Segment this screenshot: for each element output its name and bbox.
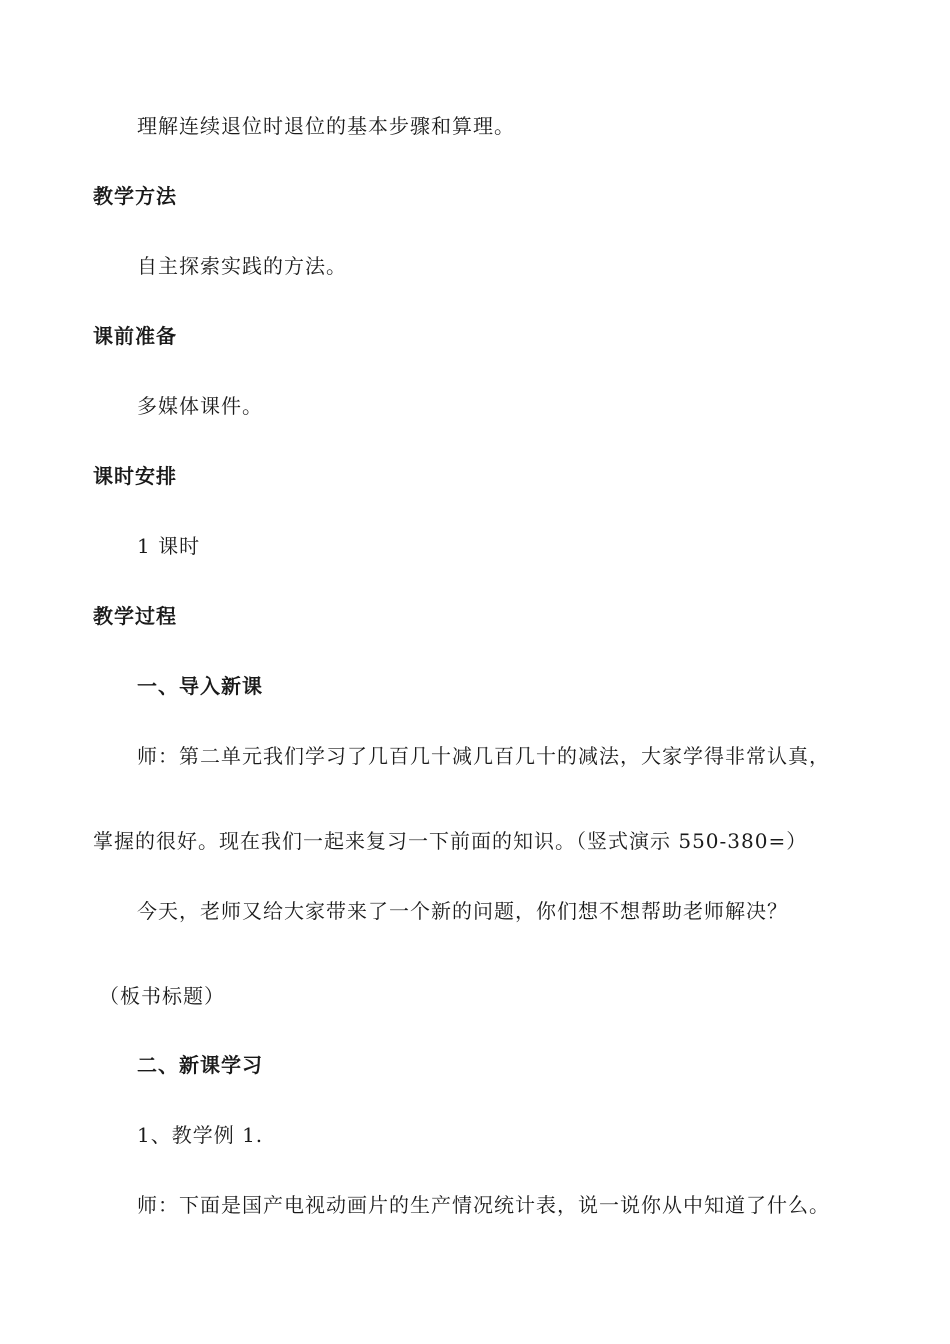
paragraph-intro-line-1: 师：第二单元我们学习了几百几十减几百几十的减法，大家学得非常认真， xyxy=(137,744,830,768)
paragraph-understanding: 理解连续退位时退位的基本步骤和算理。 xyxy=(137,114,515,138)
heading-teaching-method: 教学方法 xyxy=(93,184,177,208)
heading-introduction: 一、导入新课 xyxy=(137,674,263,698)
paragraph-preparation: 多媒体课件。 xyxy=(137,394,263,418)
paragraph-example: 1、教学例 1. xyxy=(137,1123,264,1147)
paragraph-teaching-method: 自主探索实践的方法。 xyxy=(137,254,347,278)
paragraph-intro-line-3: 今天，老师又给大家带来了一个新的问题，你们想不想帮助老师解决？ xyxy=(137,899,788,923)
paragraph-intro-line-2: 掌握的很好。现在我们一起来复习一下前面的知识。（竖式演示 550-380=） xyxy=(93,829,808,853)
paragraph-intro-line-4: （板书标题） xyxy=(99,984,225,1008)
paragraph-teacher: 师：下面是国产电视动画片的生产情况统计表，说一说你从中知道了什么。 xyxy=(137,1193,830,1217)
paragraph-schedule: 1 课时 xyxy=(137,534,201,558)
heading-preparation: 课前准备 xyxy=(93,324,177,348)
heading-teaching-process: 教学过程 xyxy=(93,604,177,628)
heading-schedule: 课时安排 xyxy=(93,464,177,488)
heading-new-lesson: 二、新课学习 xyxy=(137,1053,263,1077)
